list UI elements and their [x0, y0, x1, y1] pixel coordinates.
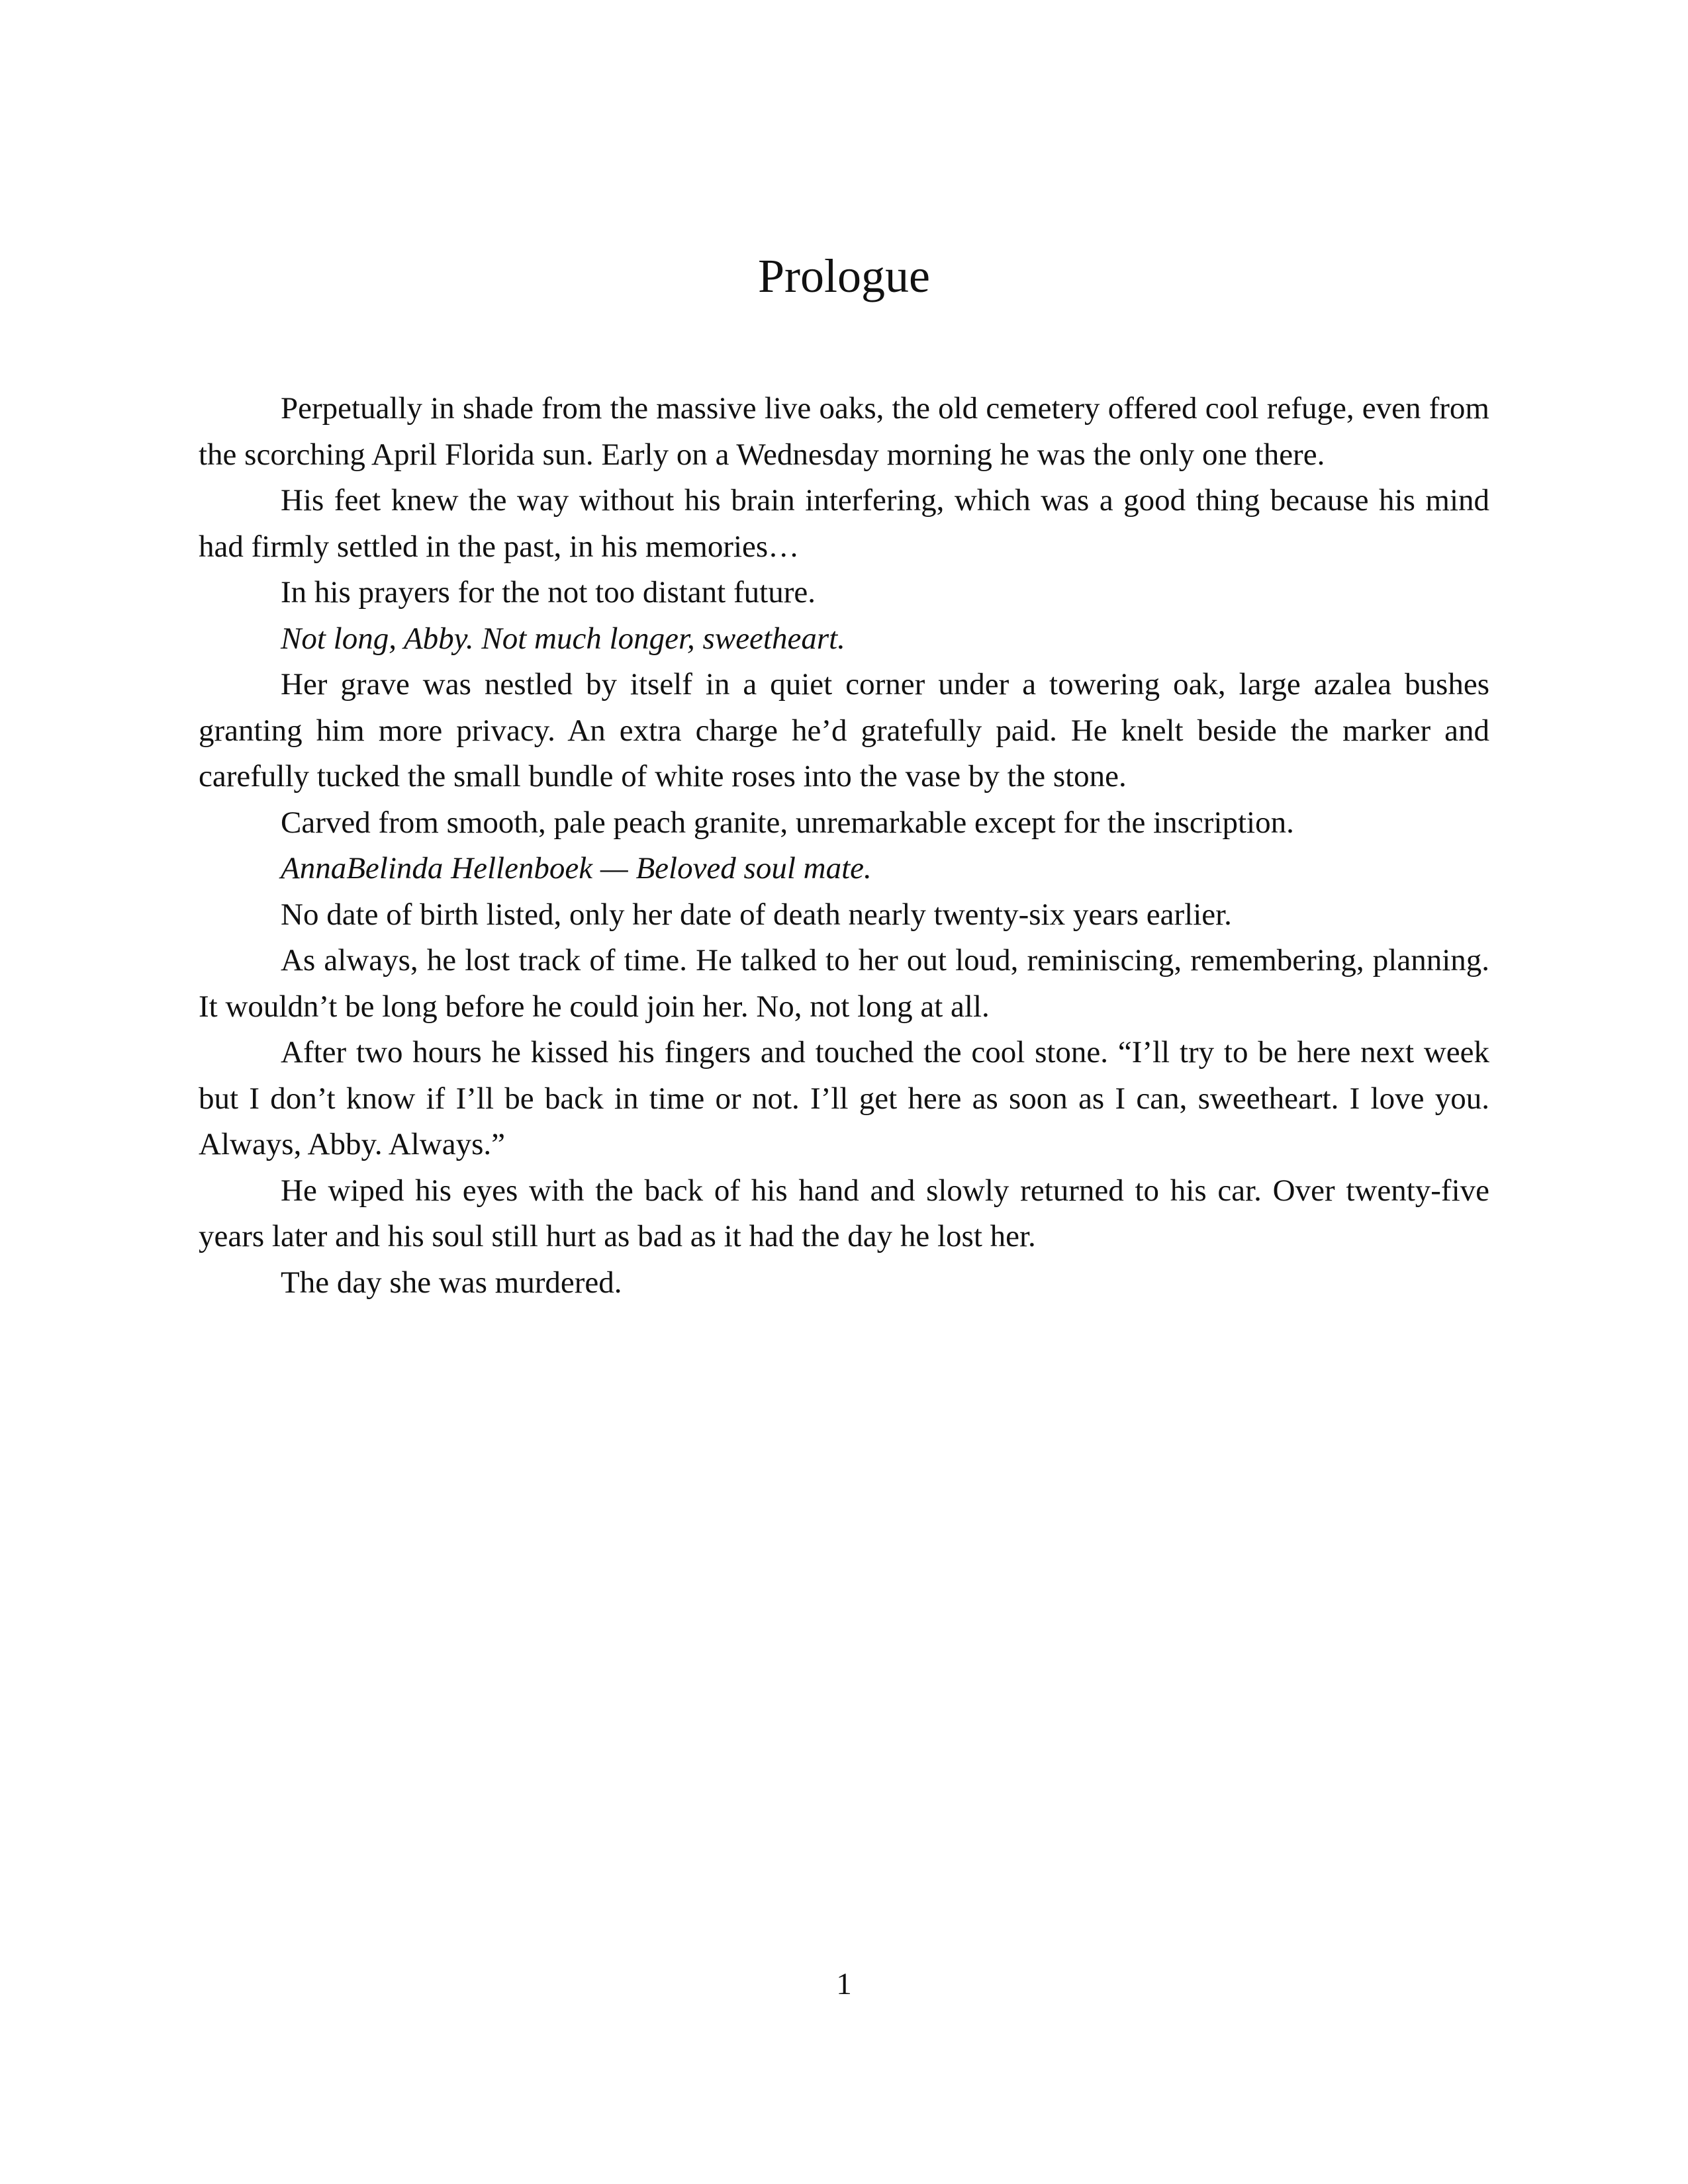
paragraph-4-italic-thought: Not long, Abby. Not much longer, sweetheart. — [281, 621, 845, 656]
paragraph-9: As always, he lost track of time. He talked to her out loud, reminiscing, remembering, planning. It wouldn’t be long before he could join her. No, not long at all. — [199, 943, 1489, 1024]
paragraph-11: He wiped his eyes with the back of his hand and slowly returned to his car. Over twenty-five years later and his soul still hurt as bad as it had the day he lost her. — [199, 1173, 1489, 1253]
chapter-body — [199, 386, 1489, 1306]
paragraph-8: No date of birth listed, only her date of death nearly twenty-six years earlier. — [281, 897, 1232, 932]
chapter-title: Prologue — [758, 250, 930, 302]
paragraph-7-inscription: AnnaBelinda Hellenboek — Beloved soul mate. — [281, 851, 872, 886]
paragraph-3: In his prayers for the not too distant future. — [281, 575, 816, 610]
paragraph-12: The day she was murdered. — [281, 1265, 622, 1300]
paragraph-5: Her grave was nestled by itself in a quiet corner under a towering oak, large azalea bushes granting him more privacy. An extra charge he’d gratefully paid. He knelt beside the marker and carefully tucked the small bundle of white roses into the vase by the stone. — [199, 667, 1489, 794]
paragraph-6: Carved from smooth, pale peach granite, unremarkable except for the inscription. — [281, 805, 1294, 840]
paragraph-10: After two hours he kissed his fingers and touched the cool stone. “I’ll try to be here next week but I don’t know if I’ll be back in time or not. I’ll get here as soon as I can, sweetheart. I love you. Always, Abby. Always.” — [199, 1035, 1489, 1161]
paragraph-1: Perpetually in shade from the massive live oaks, the old cemetery offered cool refuge, even from the scorching April Florida sun. Early on a Wednesday morning he was the only one there. — [199, 391, 1489, 472]
paragraph-2: His feet knew the way without his brain interfering, which was a good thing because his mind had firmly settled in the past, in his memories… — [199, 483, 1489, 564]
page-number: 1 — [836, 1967, 852, 2001]
